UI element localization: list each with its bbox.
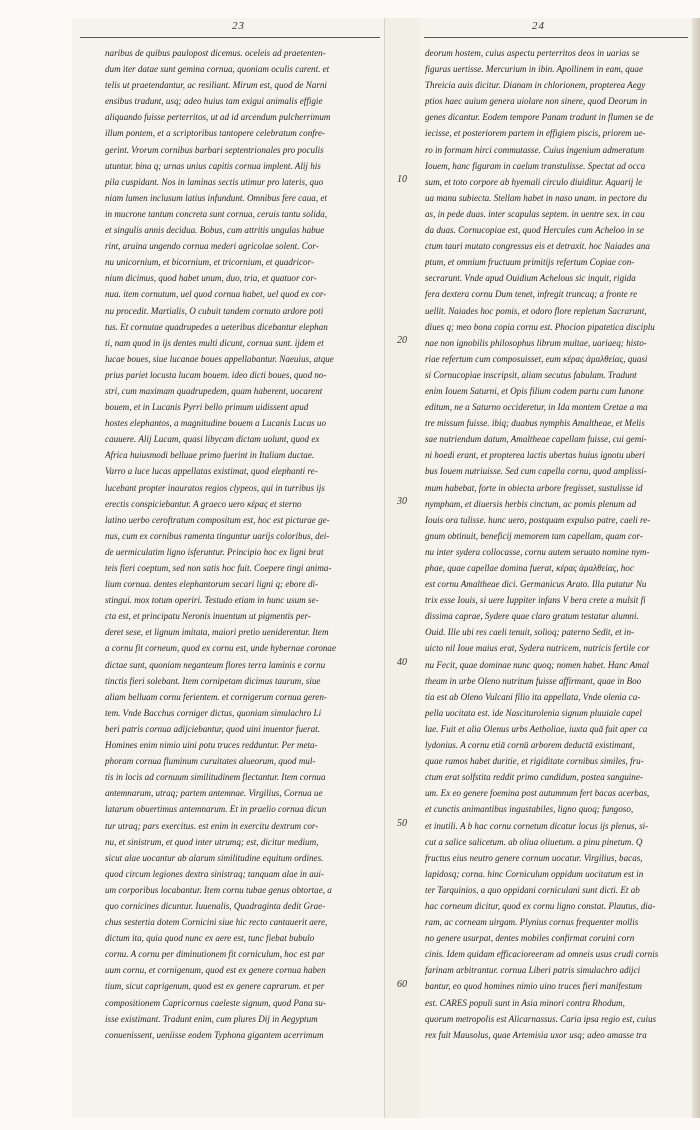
- text-line: Iouis ora tulisse. hunc uero, postquam expulso patre, caeli re-: [425, 514, 651, 525]
- text-line: conuenissent, ueniisse eodem Typhona gigantem acerrimum: [105, 1029, 324, 1040]
- text-line: nua. item cornutum, uel quod cornua habet, uel quod ex cor-: [105, 289, 327, 300]
- text-line: farinam arbitrantur. cornua Liberi patris simulachro adijci: [425, 965, 641, 976]
- line-number: 50: [397, 817, 407, 829]
- text-line: Africa huiusmodi belluae primo fuerint in Italiam ductae.: [105, 450, 315, 461]
- text-line: nae non ignobilis philosophus librum multae, uariaeq; histo-: [425, 337, 647, 348]
- text-line: si Cornucopiae inscripsit, aliam secutus fabulam. Tradunt: [425, 369, 637, 380]
- line-number: 30: [397, 495, 407, 507]
- text-line: lium cornua. dentes elephantorum secari ligni q; ebore di-: [105, 579, 319, 590]
- text-line: latino uerbo ceroftratum compositum est, hoc est picturae ge-: [105, 514, 330, 525]
- text-line: gerint. Vrorum cornibus barbari septentrionales pro poculis: [105, 144, 324, 155]
- text-line: ti, nam quod in ijs dentes multi dicunt, cornua sunt. ijdem et: [105, 337, 324, 348]
- text-line: genes dicantur. Eodem tempore Panam tradunt in flumen se de: [425, 112, 654, 123]
- text-line: Threicia auis dicitur. Dianam in chlorionem, propterea Aegy: [425, 80, 646, 91]
- text-line: pila cuspidant. Nos in laminas sectis utimur pro lateris, quo: [105, 176, 324, 187]
- text-line: Iouem, hanc figuram in caelum transtulisse. Spectat ad occa: [425, 160, 646, 171]
- text-line: et singulis annis decidua. Bobus, cum attritis ungulas habue: [105, 225, 325, 236]
- text-line: trix esse Iouis, si uere Iuppiter infans V bera crete a mulsit fi: [425, 595, 646, 606]
- text-line: figuras uertisse. Mercurium in ibin. Apollinem in eam, quae: [425, 64, 643, 75]
- text-line: um. Ex eo genere foemina post autumnum fert bacas acerbas,: [425, 788, 650, 799]
- text-line: tem. Vnde Bacchus corniger dictus, quoniam simulachro Li: [105, 707, 322, 718]
- text-line: iecisse, et posteriorem partem in effigiem piscis, priorem ue-: [425, 128, 646, 139]
- text-line: erectis conspiciebantur. A graeco uero κέρας et sterno: [105, 498, 302, 509]
- text-line: isse existimant. Tradunt enim, cum plures Dij in Aegyptum: [105, 1013, 318, 1024]
- text-line: nus, cum ex cornibus ramenta tinguntur uarijs coloribus, dei-: [105, 530, 330, 541]
- text-line: hostes elephantos, a magnitudine bouem a Lucanis Lucas uo: [105, 418, 327, 429]
- text-line: aliquando fuisse perterritos, ut ad id arcendum pulcherrimum: [105, 112, 331, 123]
- text-line: gnum obtinuit, beneficij memorem tam capellam, quam cor-: [425, 530, 643, 541]
- text-line: ctum erat solfstita reddit primo candidum, postea sanguine-: [425, 772, 643, 783]
- text-line: nu, et sinistrum, et quod inter utrumq; est, dicitur medium,: [105, 836, 319, 847]
- text-line: ptum, et omnium fructuum primitijs refertum Copiae con-: [425, 257, 635, 268]
- text-line: phae, quae capellae domina fuerat, κέρας ἀμαλθείας, hoc: [425, 563, 634, 573]
- text-line: prius pariet locusta lucam bouem. ideo dicti boues, quod no-: [105, 369, 327, 380]
- text-line: sae nutriendum datum, Amaltheae capellam fuisse, cui gemi-: [425, 434, 647, 445]
- text-line: cta est, et principatu Neronis inuentum ut pigmentis per-: [105, 611, 311, 622]
- text-line: no genere usurpat, dentes mobiles confirmat coruini corn: [425, 933, 635, 944]
- text-line: uellit. Naiades hoc pomis, et odoro flore repletum Sacrarunt,: [425, 305, 647, 316]
- right-text-column: [425, 45, 693, 1043]
- text-line: ter Tarquinios, a quo oppidani corniculani sunt dicti. Et ab: [425, 884, 640, 895]
- text-line: diues q; meo bona copia cornu est. Phocion pipatetica disciplu: [425, 321, 655, 332]
- text-line: dictum ita, quia quod nunc ex aere est, tunc fiebat bubulo: [105, 933, 315, 944]
- text-line: Ouid. Ille ubi res caeli tenuit, solioq; paterno Sedit, et in-: [425, 627, 635, 638]
- left-text-column: [105, 45, 375, 1043]
- text-line: da duas. Cornucopiae est, quod Hercules cum Acheloo in se: [425, 225, 644, 236]
- line-number: 40: [397, 656, 407, 668]
- text-line: ensibus tradunt, usq; adeo huius tam exigui animalis effigie: [105, 96, 323, 107]
- text-line: illum pontem, et a scriptoribus tantopere celebratum confre-: [105, 128, 326, 139]
- text-line: nu inter sydera collocasse, cornu autem seruato nomine nym-: [425, 546, 650, 557]
- text-line: nympham, et diuersis herbis cinctum, ac pomis plenum ad: [425, 498, 637, 509]
- text-line: dum iter datae sunt gemina cornua, quoniam oculis carent. et: [105, 64, 330, 75]
- text-line: ro in formam hirci commutasse. Cuius ingenium admeratum: [425, 144, 645, 155]
- text-line: et cunctis animantibus ingustabiles, ligno quoq; fungoso,: [425, 804, 634, 815]
- text-line: Varro a luce lucas appellatas existimat, quod elephanti re-: [105, 466, 318, 477]
- text-line: chus sestertia dotem Cornicini siue hic recto cantauerit aere,: [105, 917, 328, 928]
- text-line: tus. Et cornutae quadrupedes a ueteribus dicebantur elephan: [105, 321, 328, 332]
- line-number: 10: [397, 173, 407, 185]
- text-line: hac corneum dicitur, quod ex cornu ligno constat. Plautus, dia-: [425, 900, 656, 911]
- text-line: bouem, et in Lucanis Pyrri bello primum uidissent apud: [105, 402, 309, 413]
- text-line: telis ut praetendantur, ac resiliant. Mirum est, quod de Narni: [105, 80, 327, 91]
- text-line: sicut alae uocantur ab alarum similitudine equitum ordines.: [105, 852, 324, 863]
- text-line: deorum hostem, cuius aspectu perterritos deos in uarias se: [425, 48, 640, 58]
- text-line: fera dextera cornu Dum tenet, infregit truncaq; a fronte re: [425, 289, 638, 300]
- text-line: uum cornu, et cornigenum, quod est ex genere cornua haben: [105, 965, 326, 976]
- header-rule-left: [80, 37, 380, 38]
- text-line: lucae boues, siue lucanae boues appellabantur. Naeuius, atque: [105, 353, 334, 364]
- text-line: stingui. mox totum operiri. Testudo etiam in hunc usum se-: [105, 595, 319, 606]
- folio-right: 24: [532, 20, 545, 32]
- line-number: 20: [397, 334, 407, 346]
- text-line: rint, aruina ungendo cornua mederi agricolae solent. Cor-: [105, 241, 319, 252]
- text-line: pella uocitata est. ide Nasciturolenia signum pluuiale capel: [425, 707, 642, 718]
- text-line: bantur, eo quod homines nimio uino truces fieri manifestum: [425, 981, 642, 992]
- text-line: nu Fecit, quae dominae nunc quoq; nomen habet. Hanc Amal: [425, 659, 649, 670]
- text-line: de uermiculatim ligno isferuntur. Principio hoc ex ligni brat: [105, 546, 324, 557]
- text-line: in mucrone tantum concreta sunt cornua, ceruis tantu solida,: [105, 208, 328, 219]
- text-line: quo cornicines dicuntur. Iuuenalis, Quadraginta dedit Grae-: [105, 900, 326, 911]
- text-line: as, in pede duas. inter scapulas septem. in uentre sex. in cau: [425, 208, 645, 219]
- text-line: tis in locis ad cornuum similitudinem flectantur. Item cornua: [105, 772, 326, 783]
- text-line: editum, ne a Saturno occideretur, in Ida montem Cretae a ma: [425, 402, 648, 413]
- header-rule-right: [424, 37, 688, 38]
- text-line: um corporibus locabantur. Item cornu tubae genus obtortae, a: [105, 884, 332, 895]
- text-line: quod circum legiones dextra sinistraq; tanquam alae in aui-: [105, 868, 324, 879]
- text-line: nu procedit. Martialis, O cubuit tandem cornuto ardore poti: [105, 305, 324, 316]
- text-line: et inutili. A b hac cornu cornetum dicatur locus ijs plenus, si-: [425, 820, 649, 831]
- text-line: lucebant propter inauratos regios clypeos, qui in turribus ijs: [105, 482, 325, 493]
- text-line: fructus eius neutro genere cornum uocatur. Virgilius, bacas,: [425, 852, 643, 863]
- text-line: ram, ac corneam uirgam. Plynius cornus frequenter mollis: [425, 917, 639, 928]
- text-line: lae. Fuit et alia Olenus urbs Aetholiae, iuxta quā fuit aper ca: [425, 723, 648, 734]
- text-line: tinctis fieri solebant. Item cornipetam dicimus taurum, siue: [105, 675, 321, 686]
- text-line: ptios haec auium genera uiolare non sinere, quod Deorum in: [425, 96, 648, 107]
- text-line: enim Iouem Saturni, et Opis filium codem partu cum Iunone: [425, 385, 644, 396]
- text-line: riae refertum cum composuisset, eum κέρας ἀμαλθείας, quasi: [425, 353, 648, 364]
- text-line: cornu. A cornu per diminutionem fit corniculum, hoc est par: [105, 949, 325, 960]
- page-edge: [692, 18, 700, 1118]
- text-line: beri patris cornua adijciebantur, quod uini inuentor fuerat.: [105, 723, 320, 734]
- text-line: uicto nil Ioue maius erat, Sydera nutricem, nutricis fertile cor: [425, 643, 650, 654]
- folio-left: 23: [232, 20, 245, 32]
- text-line: deret sese, et lignum imitata, maiori pretio ueniderentur. Item: [105, 627, 329, 638]
- text-line: latarum obuertimus antemnarum. Et in praelio cornua dicun: [105, 804, 327, 815]
- text-line: ua manu subiecta. Stellam habet in naso unam. in pectore du: [425, 192, 647, 203]
- text-line: tium, sicut caprigenum, quod est ex genere caprarum. et per: [105, 981, 325, 992]
- text-line: utuntur. bina q; urnas unius capitis cornua implent. Alij his: [105, 160, 321, 171]
- text-line: teis fieri coeptum, sed non satis hoc fuit. Coepere tingi anima-: [105, 563, 332, 573]
- text-line: sum, et toto corpore ab hyemali circulo diuiditur. Aquarij le: [425, 176, 643, 187]
- text-line: mum habebat, forte in obiecta arbore fregisset, sustulisse id: [425, 482, 643, 493]
- text-line: cinis. Idem quidam efficacioreeram ad omneis usus crudi cornis: [425, 949, 659, 960]
- text-line: naribus de quibus paulopost dicemus. oceleis ad praetenten-: [105, 48, 326, 58]
- text-line: cauuere. Alij Lucam, quasi libycam dictam uolunt, quod ex: [105, 434, 320, 445]
- text-line: est cornu Amaltheae dici. Germanicus Arato. Illa putatur Nu: [425, 579, 647, 590]
- text-line: nu unicornium, et bicornium, et tricornium, et quadricor-: [105, 257, 314, 268]
- text-line: secrarunt. Vnde apud Ouidium Achelous sic inquit, rigida: [425, 273, 636, 284]
- text-line: lapidosq; corna. hinc Corniculum oppidum uocitatum est in: [425, 868, 644, 879]
- text-line: lydonius. A cornu etiā cornū arborem deductā existimant,: [425, 740, 635, 751]
- line-number: 60: [397, 978, 407, 990]
- text-line: ni hoedi erant, et propterea lactis ubertas huius ignotu uberi: [425, 450, 646, 461]
- text-line: est. CARES populi sunt in Asia minori contra Rhodum,: [425, 997, 625, 1008]
- text-line: tia est ab Oleno Vulcani filio ita appellata, Vnde olenia ca-: [425, 691, 641, 702]
- text-line: rex fuit Mausolus, quae Artemisia uxor usq; adeo amasse tra: [425, 1029, 647, 1040]
- text-line: stri, cum maximam quadrupedem, quam haberent, uocarent: [105, 385, 323, 396]
- text-line: dissima caprae, Sydere quae claro gratum testatur alumni.: [425, 611, 639, 622]
- text-line: tre missum fuisse. ibiq; duabus nymphis Amaltheae, et Melis: [425, 418, 645, 429]
- text-line: quorum metropolis est Alicarnassus. Caria ipsa regio est, cuius: [425, 1013, 657, 1024]
- text-line: niam lumen inclusum latius infundunt. Omnibus fere caua, et: [105, 192, 327, 203]
- text-line: a cornu fit corneum, quod ex cornu est, unde hybernae coronae: [105, 643, 336, 654]
- text-line: quae ramos habet duritie, et rigiditate cornibus similes, fru-: [425, 756, 644, 767]
- text-line: cut a salice salicetum. ab oliua oliuetum. a pinu pinetum. Q: [425, 836, 643, 847]
- text-line: theam in urbe Oleno nutritum fuisse affirmant, quae in Boo: [425, 675, 642, 686]
- text-line: bus Iouem nutriuisse. Sed cum capella cornu, quod amplissi-: [425, 466, 647, 477]
- text-line: nium dicimus, quod habet unum, duo, tria, et quatuor cor-: [105, 273, 317, 284]
- text-line: antemnarum, utraq; partem antemnae. Virgilius, Cornua ue: [105, 788, 323, 799]
- text-line: Homines enim nimio uini potu truces redduntur. Per meta-: [105, 740, 318, 751]
- text-line: ctum tauri mutato congressus eis et detraxit. hoc Naiades ana: [425, 241, 650, 252]
- text-line: compositionem Capricornus caeleste signum, quod Pana su-: [105, 997, 327, 1008]
- text-line: aliam belluam cornu ferientem. et cornigerum cornua geren-: [105, 691, 327, 702]
- text-line: phoram cornua fluminum curuitates alueorum, quod mul-: [105, 756, 316, 767]
- text-line: tur utraq; pars exercitus. est enim in exercitu dextrum cor-: [105, 820, 319, 831]
- text-line: dictae sunt, quoniam neganteum flores terra laminis e cornu: [105, 659, 326, 670]
